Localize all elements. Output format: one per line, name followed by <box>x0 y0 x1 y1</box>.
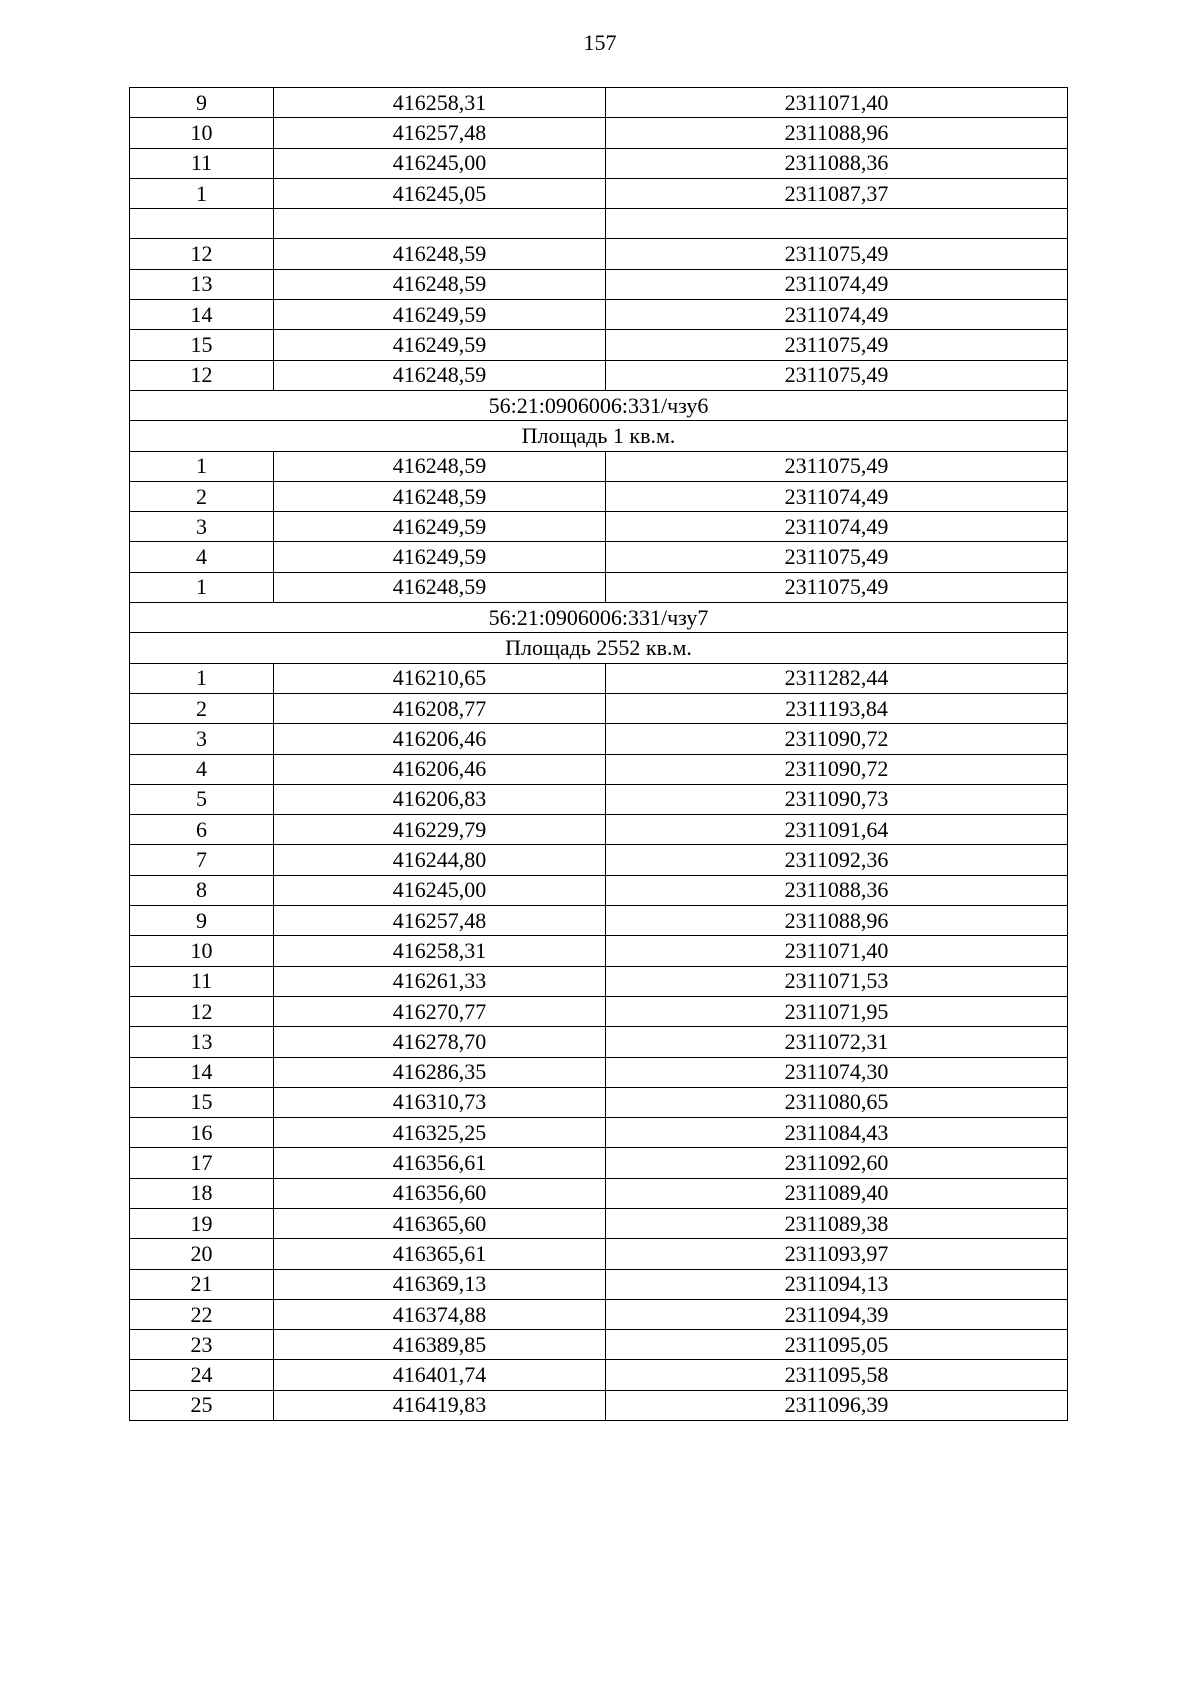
y-coordinate-cell: 2311074,49 <box>606 512 1068 542</box>
point-number-cell: 1 <box>130 572 274 602</box>
x-coordinate-cell: 416374,88 <box>274 1299 606 1329</box>
y-coordinate-cell: 2311075,49 <box>606 360 1068 390</box>
table-row <box>130 845 1068 875</box>
table-row <box>130 360 1068 390</box>
x-coordinate-cell: 416249,59 <box>274 542 606 572</box>
x-coordinate-cell: 416257,48 <box>274 118 606 148</box>
y-coordinate-cell: 2311089,38 <box>606 1208 1068 1238</box>
y-coordinate-cell: 2311075,49 <box>606 451 1068 481</box>
table-row <box>130 1178 1068 1208</box>
x-coordinate-cell: 416248,59 <box>274 269 606 299</box>
y-coordinate-cell: 2311074,30 <box>606 1057 1068 1087</box>
point-number-cell: 11 <box>130 966 274 996</box>
y-coordinate-cell: 2311094,13 <box>606 1269 1068 1299</box>
point-number-cell: 4 <box>130 754 274 784</box>
point-number-cell: 10 <box>130 118 274 148</box>
point-number-cell: 15 <box>130 330 274 360</box>
table-row <box>130 1269 1068 1299</box>
table-row <box>130 906 1068 936</box>
x-coordinate-cell: 416270,77 <box>274 996 606 1026</box>
table-row <box>130 148 1068 178</box>
section-header-row <box>130 633 1068 663</box>
x-coordinate-cell: 416365,61 <box>274 1239 606 1269</box>
point-number-cell: 3 <box>130 724 274 754</box>
x-coordinate-cell: 416257,48 <box>274 906 606 936</box>
y-coordinate-cell: 2311193,84 <box>606 693 1068 723</box>
y-coordinate-cell: 2311071,40 <box>606 936 1068 966</box>
x-coordinate-cell: 416208,77 <box>274 693 606 723</box>
point-number-cell: 11 <box>130 148 274 178</box>
point-number-cell: 2 <box>130 693 274 723</box>
table-row <box>130 936 1068 966</box>
point-number-cell: 14 <box>130 300 274 330</box>
section-header-row <box>130 603 1068 633</box>
point-number-cell: 1 <box>130 663 274 693</box>
x-coordinate-cell: 416245,00 <box>274 148 606 178</box>
point-number-cell: 17 <box>130 1148 274 1178</box>
point-number-cell: 5 <box>130 784 274 814</box>
x-coordinate-cell: 416286,35 <box>274 1057 606 1087</box>
point-number-cell: 25 <box>130 1390 274 1420</box>
y-coordinate-cell: 2311095,05 <box>606 1330 1068 1360</box>
point-number-cell: 10 <box>130 936 274 966</box>
point-number-cell: 3 <box>130 512 274 542</box>
table-row <box>130 1299 1068 1329</box>
point-number-cell: 9 <box>130 88 274 118</box>
y-coordinate-cell: 2311088,96 <box>606 906 1068 936</box>
x-coordinate-cell: 416278,70 <box>274 1027 606 1057</box>
y-coordinate-cell: 2311089,40 <box>606 1178 1068 1208</box>
x-coordinate-cell: 416248,59 <box>274 451 606 481</box>
x-coordinate-cell: 416258,31 <box>274 936 606 966</box>
y-coordinate-cell: 2311071,95 <box>606 996 1068 1026</box>
table-row <box>130 1148 1068 1178</box>
point-number-cell: 21 <box>130 1269 274 1299</box>
table-row <box>130 815 1068 845</box>
point-number-cell: 22 <box>130 1299 274 1329</box>
y-coordinate-cell: 2311087,37 <box>606 178 1068 208</box>
y-coordinate-cell: 2311088,36 <box>606 875 1068 905</box>
coordinates-table <box>129 87 1068 1421</box>
y-coordinate-cell: 2311080,65 <box>606 1087 1068 1117</box>
coordinates-table-body <box>130 88 1068 1421</box>
x-coordinate-cell: 416244,80 <box>274 845 606 875</box>
y-coordinate-cell: 2311071,53 <box>606 966 1068 996</box>
table-row <box>130 1360 1068 1390</box>
table-row <box>130 1087 1068 1117</box>
point-number-cell: 18 <box>130 1178 274 1208</box>
section-header-row <box>130 390 1068 420</box>
y-coordinate-cell: 2311093,97 <box>606 1239 1068 1269</box>
x-coordinate-cell: 416248,59 <box>274 239 606 269</box>
x-coordinate-cell: 416206,46 <box>274 754 606 784</box>
x-coordinate-cell: 416248,59 <box>274 360 606 390</box>
table-row <box>130 1390 1068 1420</box>
x-coordinate-cell: 416206,83 <box>274 784 606 814</box>
table-row <box>130 784 1068 814</box>
y-coordinate-cell: 2311092,60 <box>606 1148 1068 1178</box>
point-number-cell: 4 <box>130 542 274 572</box>
y-coordinate-cell: 2311075,49 <box>606 542 1068 572</box>
point-number-cell: 1 <box>130 451 274 481</box>
table-row <box>130 875 1068 905</box>
y-coordinate-cell: 2311075,49 <box>606 572 1068 602</box>
table-row <box>130 88 1068 118</box>
table-row <box>130 209 1068 239</box>
point-number-cell: 9 <box>130 906 274 936</box>
point-number-cell: 12 <box>130 996 274 1026</box>
y-coordinate-cell: 2311074,49 <box>606 481 1068 511</box>
x-coordinate-cell: 416356,61 <box>274 1148 606 1178</box>
point-number-cell: 15 <box>130 1087 274 1117</box>
point-number-cell: 12 <box>130 360 274 390</box>
section-header-cell: 56:21:0906006:331/чзу7 <box>130 603 1068 633</box>
x-coordinate-cell: 416401,74 <box>274 1360 606 1390</box>
point-number-cell: 23 <box>130 1330 274 1360</box>
table-row <box>130 1057 1068 1087</box>
x-coordinate-cell: 416248,59 <box>274 572 606 602</box>
y-coordinate-cell: 2311075,49 <box>606 330 1068 360</box>
point-number-cell: 12 <box>130 239 274 269</box>
table-row <box>130 996 1068 1026</box>
x-coordinate-cell: 416248,59 <box>274 481 606 511</box>
table-row <box>130 300 1068 330</box>
table-row <box>130 1118 1068 1148</box>
point-number-cell: 6 <box>130 815 274 845</box>
y-coordinate-cell: 2311095,58 <box>606 1360 1068 1390</box>
point-number-cell: 20 <box>130 1239 274 1269</box>
y-coordinate-cell: 2311090,73 <box>606 784 1068 814</box>
y-coordinate-cell: 2311090,72 <box>606 754 1068 784</box>
x-coordinate-cell: 416261,33 <box>274 966 606 996</box>
section-header-cell: Площадь 1 кв.м. <box>130 421 1068 451</box>
y-coordinate-cell: 2311088,96 <box>606 118 1068 148</box>
table-row <box>130 693 1068 723</box>
x-coordinate-cell: 416325,25 <box>274 1118 606 1148</box>
y-coordinate-cell <box>606 209 1068 239</box>
y-coordinate-cell: 2311094,39 <box>606 1299 1068 1329</box>
table-row <box>130 754 1068 784</box>
table-row <box>130 481 1068 511</box>
point-number-cell: 19 <box>130 1208 274 1238</box>
x-coordinate-cell: 416229,79 <box>274 815 606 845</box>
y-coordinate-cell: 2311096,39 <box>606 1390 1068 1420</box>
x-coordinate-cell: 416419,83 <box>274 1390 606 1420</box>
x-coordinate-cell <box>274 209 606 239</box>
y-coordinate-cell: 2311072,31 <box>606 1027 1068 1057</box>
point-number-cell: 1 <box>130 178 274 208</box>
point-number-cell: 24 <box>130 1360 274 1390</box>
y-coordinate-cell: 2311091,64 <box>606 815 1068 845</box>
x-coordinate-cell: 416249,59 <box>274 512 606 542</box>
section-header-cell: Площадь 2552 кв.м. <box>130 633 1068 663</box>
x-coordinate-cell: 416206,46 <box>274 724 606 754</box>
point-number-cell: 16 <box>130 1118 274 1148</box>
table-row <box>130 178 1068 208</box>
point-number-cell: 8 <box>130 875 274 905</box>
x-coordinate-cell: 416389,85 <box>274 1330 606 1360</box>
x-coordinate-cell: 416249,59 <box>274 300 606 330</box>
point-number-cell: 2 <box>130 481 274 511</box>
table-row <box>130 1208 1068 1238</box>
section-header-cell: 56:21:0906006:331/чзу6 <box>130 390 1068 420</box>
table-row <box>130 542 1068 572</box>
point-number-cell <box>130 209 274 239</box>
table-row <box>130 269 1068 299</box>
y-coordinate-cell: 2311074,49 <box>606 269 1068 299</box>
x-coordinate-cell: 416249,59 <box>274 330 606 360</box>
table-row <box>130 966 1068 996</box>
point-number-cell: 13 <box>130 1027 274 1057</box>
y-coordinate-cell: 2311088,36 <box>606 148 1068 178</box>
x-coordinate-cell: 416245,05 <box>274 178 606 208</box>
table-row <box>130 512 1068 542</box>
x-coordinate-cell: 416245,00 <box>274 875 606 905</box>
point-number-cell: 14 <box>130 1057 274 1087</box>
y-coordinate-cell: 2311075,49 <box>606 239 1068 269</box>
x-coordinate-cell: 416365,60 <box>274 1208 606 1238</box>
x-coordinate-cell: 416310,73 <box>274 1087 606 1117</box>
table-row <box>130 572 1068 602</box>
x-coordinate-cell: 416356,60 <box>274 1178 606 1208</box>
y-coordinate-cell: 2311074,49 <box>606 300 1068 330</box>
y-coordinate-cell: 2311071,40 <box>606 88 1068 118</box>
table-row <box>130 1330 1068 1360</box>
y-coordinate-cell: 2311084,43 <box>606 1118 1068 1148</box>
table-row <box>130 724 1068 754</box>
page-number: 157 <box>583 30 617 55</box>
point-number-cell: 13 <box>130 269 274 299</box>
point-number-cell: 7 <box>130 845 274 875</box>
x-coordinate-cell: 416210,65 <box>274 663 606 693</box>
table-row <box>130 451 1068 481</box>
y-coordinate-cell: 2311090,72 <box>606 724 1068 754</box>
table-row <box>130 330 1068 360</box>
table-row <box>130 118 1068 148</box>
table-row <box>130 663 1068 693</box>
y-coordinate-cell: 2311282,44 <box>606 663 1068 693</box>
table-row <box>130 239 1068 269</box>
x-coordinate-cell: 416369,13 <box>274 1269 606 1299</box>
table-row <box>130 1027 1068 1057</box>
section-header-row <box>130 421 1068 451</box>
y-coordinate-cell: 2311092,36 <box>606 845 1068 875</box>
x-coordinate-cell: 416258,31 <box>274 88 606 118</box>
table-row <box>130 1239 1068 1269</box>
